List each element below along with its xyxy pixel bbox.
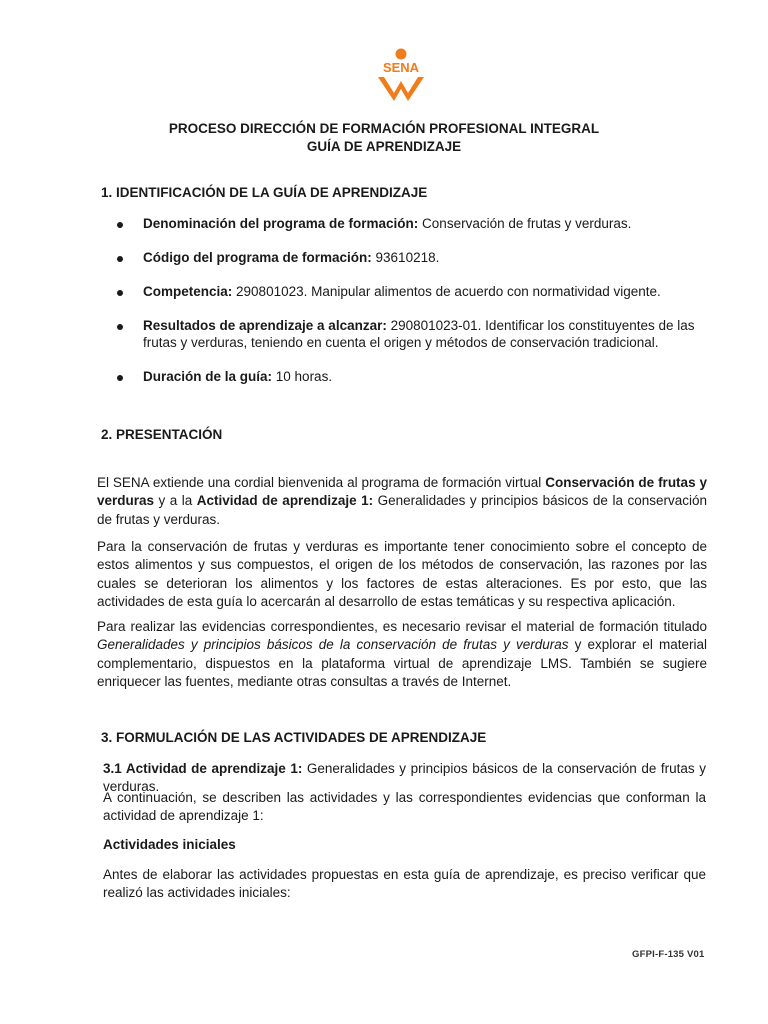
initial-activities-title: Actividades iniciales <box>103 837 236 852</box>
bullet-icon <box>117 222 123 228</box>
bullet-icon <box>117 290 123 296</box>
presentation-paragraph-1: El SENA extiende una cordial bienvenida al programa de formación virtual Conservación de frutas y verduras y a la Actividad de aprendizaje 1: Generalidades y principios básicos de la conservación de frutas y verduras. <box>97 475 707 527</box>
header-title: PROCESO DIRECCIÓN DE FORMACIÓN PROFESIONAL INTEGRAL <box>168 121 600 136</box>
bullet-icon <box>117 324 123 330</box>
list-item: Duración de la guía: 10 horas. <box>143 369 333 384</box>
svg-text:SENA: SENA <box>382 60 420 75</box>
section-2-heading: 2. PRESENTACIÓN <box>101 427 223 442</box>
presentation-paragraph-3: Para realizar las evidencias correspondientes, es necesario revisar el material de formación titulado Generalidades y principios básicos de la conservación de frutas y verduras y explorar el material complementario, dispuestos en la plataforma virtual de aprendizaje LMS. También se sugiere enriquecer las fuentes, mediante otras consultas a través de Internet. <box>97 619 707 689</box>
list-item: Denominación del programa de formación: Conservación de frutas y verduras. <box>143 216 632 231</box>
bullet-icon <box>117 256 123 262</box>
initial-activities-text: Antes de elaborar las actividades propuestas en esta guía de aprendizaje, es preciso verificar que realizó las actividades iniciales: <box>103 867 706 901</box>
header-subtitle: GUÍA DE APRENDIZAJE <box>306 139 462 154</box>
sena-logo <box>372 47 430 105</box>
presentation-paragraph-2: Para la conservación de frutas y verduras es importante tener conocimiento sobre el concepto de estos alimentos y sus compuestos, el origen de los métodos de conservación, las razones por las cuales se deterioran los alimentos y los factores de estas alteraciones. Es por esto, que las actividades de esta guía lo acercarán al desarrollo de estas temáticas y su respectiva aplicación. <box>97 539 707 609</box>
activity-1-line: 3.1 Actividad de aprendizaje 1: Generalidades y principios básicos de la conservación de frutas y verduras. <box>103 761 706 795</box>
list-item: Resultados de aprendizaje a alcanzar: 290801023-01. Identificar los constituyentes de las frutas y verduras, teniendo en cuenta el origen y métodos de conservación tradicional. <box>143 318 695 350</box>
activities-intro: A continuación, se describen las actividades y las correspondientes evidencias que conforman la actividad de aprendizaje 1: <box>103 790 706 824</box>
list-item: Competencia: 290801023. Manipular alimentos de acuerdo con normatividad vigente. <box>143 284 661 299</box>
bullet-icon <box>117 375 123 381</box>
section-1-heading: 1. IDENTIFICACIÓN DE LA GUÍA DE APRENDIZAJE <box>101 185 428 200</box>
footer-code: GFPI-F-135 V01 <box>632 949 705 960</box>
section-3-heading: 3. FORMULACIÓN DE LAS ACTIVIDADES DE APRENDIZAJE <box>101 730 487 745</box>
list-item: Código del programa de formación: 93610218. <box>143 250 440 265</box>
